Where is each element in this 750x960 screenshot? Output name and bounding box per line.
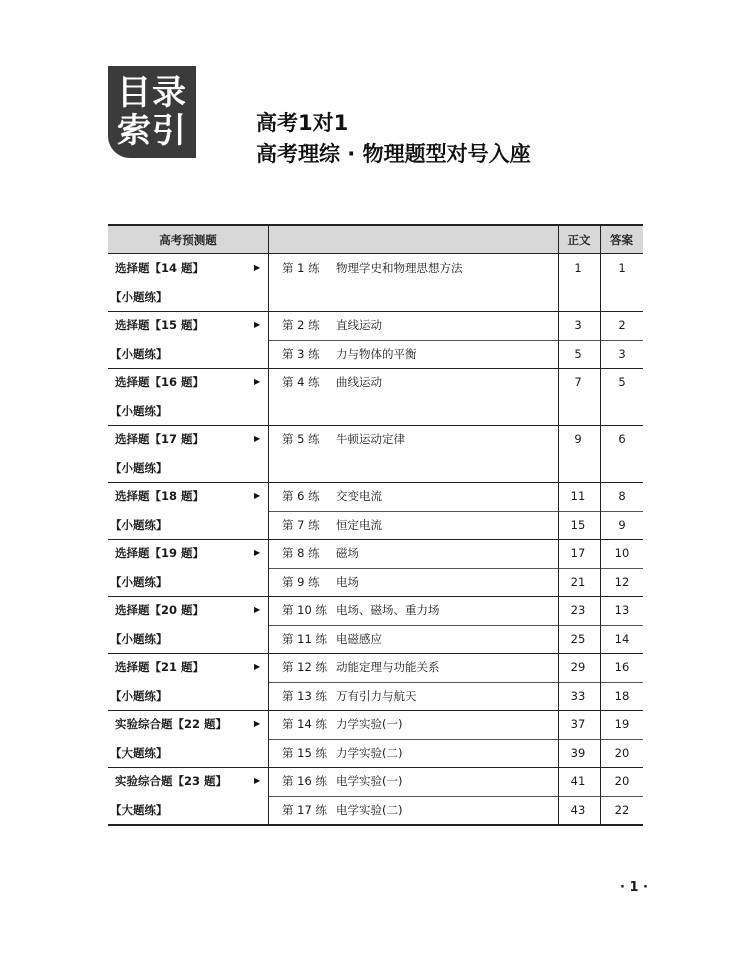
text-page-number: 43 [570, 802, 586, 817]
header-category: 高考预测题 [159, 233, 217, 247]
column-divider [600, 224, 601, 824]
lesson-topic: 电学实验(一) [336, 774, 403, 788]
question-type-label: 选择题【20 题】 [115, 603, 205, 617]
arrow-right-icon: ▶ [254, 548, 261, 557]
lesson-number: 第 4 练 [282, 375, 320, 389]
toc-row[interactable] [268, 625, 643, 653]
answer-page-number: 18 [614, 688, 630, 703]
lesson-topic: 电场 [336, 574, 359, 589]
toc-row[interactable] [268, 311, 643, 339]
lesson-topic: 电磁感应 [336, 631, 382, 646]
toc-row[interactable] [268, 739, 643, 767]
lesson-topic: 电场、磁场、重力场 [336, 603, 440, 617]
lesson-number: 第 14 练 [282, 717, 327, 731]
table-bottom-rule [108, 824, 643, 826]
page-number: · 1 · [620, 880, 648, 895]
question-type-label: 实验综合题【23 题】 [115, 774, 228, 788]
lesson-number: 第 16 练 [282, 774, 327, 788]
lesson-number: 第 15 练 [282, 745, 327, 760]
answer-page-number: 14 [614, 631, 630, 646]
lesson-topic: 物理学史和物理思想方法 [336, 261, 463, 275]
answer-page-number: 20 [614, 774, 630, 788]
question-group [108, 653, 268, 710]
arrow-right-icon: ▶ [254, 434, 261, 443]
answer-page-number: 6 [618, 432, 626, 446]
toc-row[interactable] [268, 767, 643, 795]
answer-page-number: 8 [618, 489, 626, 503]
lesson-number: 第 17 练 [282, 802, 327, 817]
toc-row[interactable] [268, 425, 643, 453]
arrow-right-icon: ▶ [254, 320, 261, 329]
lesson-topic: 牛顿运动定律 [336, 432, 405, 446]
header-answer: 答案 [610, 233, 633, 247]
question-group [108, 482, 268, 539]
text-page-number: 9 [574, 432, 582, 446]
practice-type-label: 【小题练】 [110, 632, 168, 646]
text-page-number: 11 [570, 489, 586, 503]
arrow-right-icon: ▶ [254, 605, 261, 614]
text-page-number: 1 [574, 261, 582, 275]
answer-page-number: 1 [618, 261, 626, 275]
text-page-number: 39 [570, 745, 586, 760]
toc-row[interactable] [268, 511, 643, 539]
answer-page-number: 12 [614, 574, 630, 589]
question-type-label: 选择题【21 题】 [115, 660, 205, 674]
lesson-topic: 曲线运动 [336, 375, 382, 389]
question-type-label: 选择题【15 题】 [115, 318, 205, 332]
practice-type-label: 【小题练】 [110, 461, 168, 475]
toc-table [108, 224, 643, 825]
text-page-number: 17 [570, 546, 586, 560]
text-page-number: 37 [570, 717, 586, 731]
toc-row[interactable] [268, 254, 643, 282]
answer-page-number: 2 [618, 318, 626, 332]
lesson-topic: 万有引力与航天 [336, 688, 417, 703]
answer-page-number: 9 [618, 517, 626, 532]
question-group [108, 311, 268, 368]
question-group [108, 710, 268, 767]
header-page: 正文 [567, 233, 591, 247]
text-page-number: 29 [570, 660, 586, 674]
text-page-number: 23 [570, 603, 586, 617]
lesson-number: 第 6 练 [282, 489, 320, 503]
toc-header [108, 224, 643, 254]
toc-row[interactable] [268, 482, 643, 510]
text-page-number: 5 [574, 346, 582, 361]
practice-type-label: 【小题练】 [110, 347, 168, 361]
toc-row[interactable] [268, 796, 643, 824]
answer-page-number: 13 [614, 603, 630, 617]
lesson-number: 第 7 练 [282, 517, 320, 532]
toc-row[interactable] [268, 368, 643, 396]
text-page-number: 41 [570, 774, 586, 788]
toc-row[interactable] [268, 596, 643, 624]
question-type-label: 实验综合题【22 题】 [115, 717, 228, 731]
lesson-number: 第 10 练 [282, 603, 327, 617]
text-page-number: 33 [570, 688, 586, 703]
text-page-number: 7 [574, 375, 582, 389]
question-group [108, 596, 268, 653]
lesson-number: 第 8 练 [282, 546, 320, 560]
text-page-number: 3 [574, 318, 582, 332]
practice-type-label: 【大题练】 [110, 803, 168, 817]
question-group [108, 425, 268, 482]
lesson-topic: 力学实验(一) [336, 717, 403, 731]
column-divider [558, 224, 559, 824]
practice-type-label: 【大题练】 [110, 746, 168, 760]
arrow-right-icon: ▶ [254, 662, 261, 671]
header-topic [268, 226, 558, 254]
practice-type-label: 【小题练】 [110, 290, 168, 304]
answer-page-number: 20 [614, 745, 630, 760]
lesson-topic: 直线运动 [336, 318, 382, 332]
lesson-number: 第 12 练 [282, 660, 327, 674]
text-page-number: 21 [570, 574, 586, 589]
column-divider [268, 224, 269, 824]
practice-type-label: 【小题练】 [110, 689, 168, 703]
question-group [108, 767, 268, 824]
arrow-right-icon: ▶ [254, 776, 261, 785]
lesson-number: 第 11 练 [282, 631, 327, 646]
answer-page-number: 22 [614, 802, 630, 817]
arrow-right-icon: ▶ [254, 377, 261, 386]
answer-page-number: 5 [618, 375, 626, 389]
catalog-index-badge [108, 66, 196, 158]
toc-row[interactable] [268, 340, 643, 368]
lesson-number: 第 5 练 [282, 432, 320, 446]
badge-line-2: 索引 [117, 111, 187, 151]
arrow-right-icon: ▶ [254, 491, 261, 500]
page-title: 高考1对1 [256, 111, 349, 135]
lesson-topic: 交变电流 [336, 489, 382, 503]
lesson-number: 第 13 练 [282, 688, 327, 703]
answer-page-number: 3 [618, 346, 626, 361]
question-type-label: 选择题【14 题】 [115, 261, 205, 275]
arrow-right-icon: ▶ [254, 263, 261, 272]
lesson-topic: 力与物体的平衡 [336, 346, 417, 361]
arrow-right-icon: ▶ [254, 719, 261, 728]
lesson-topic: 电学实验(二) [336, 802, 403, 817]
toc-row[interactable] [268, 568, 643, 596]
question-type-label: 选择题【19 题】 [115, 546, 205, 560]
practice-type-label: 【小题练】 [110, 575, 168, 589]
lesson-topic: 恒定电流 [336, 517, 382, 532]
question-type-label: 选择题【18 题】 [115, 489, 205, 503]
answer-page-number: 10 [614, 546, 630, 560]
lesson-number: 第 1 练 [282, 261, 320, 275]
question-group [108, 539, 268, 596]
practice-type-label: 【小题练】 [110, 518, 168, 532]
question-type-label: 选择题【17 题】 [115, 432, 205, 446]
practice-type-label: 【小题练】 [110, 404, 168, 418]
answer-page-number: 19 [614, 717, 630, 731]
toc-row[interactable] [268, 653, 643, 681]
toc-row[interactable] [268, 710, 643, 738]
lesson-topic: 磁场 [336, 546, 359, 560]
lesson-topic: 力学实验(二) [336, 745, 403, 760]
toc-row[interactable] [268, 539, 643, 567]
question-type-label: 选择题【16 题】 [115, 375, 205, 389]
lesson-number: 第 3 练 [282, 346, 320, 361]
toc-row[interactable] [268, 682, 643, 710]
lesson-number: 第 9 练 [282, 574, 320, 589]
lesson-number: 第 2 练 [282, 318, 320, 332]
answer-page-number: 16 [614, 660, 630, 674]
text-page-number: 25 [570, 631, 586, 646]
page-subtitle: 高考理综 · 物理题型对号入座 [256, 142, 531, 166]
badge-line-1: 目录 [117, 73, 187, 113]
question-group [108, 254, 268, 311]
question-group [108, 368, 268, 425]
lesson-topic: 动能定理与功能关系 [336, 660, 440, 674]
text-page-number: 15 [570, 517, 586, 532]
